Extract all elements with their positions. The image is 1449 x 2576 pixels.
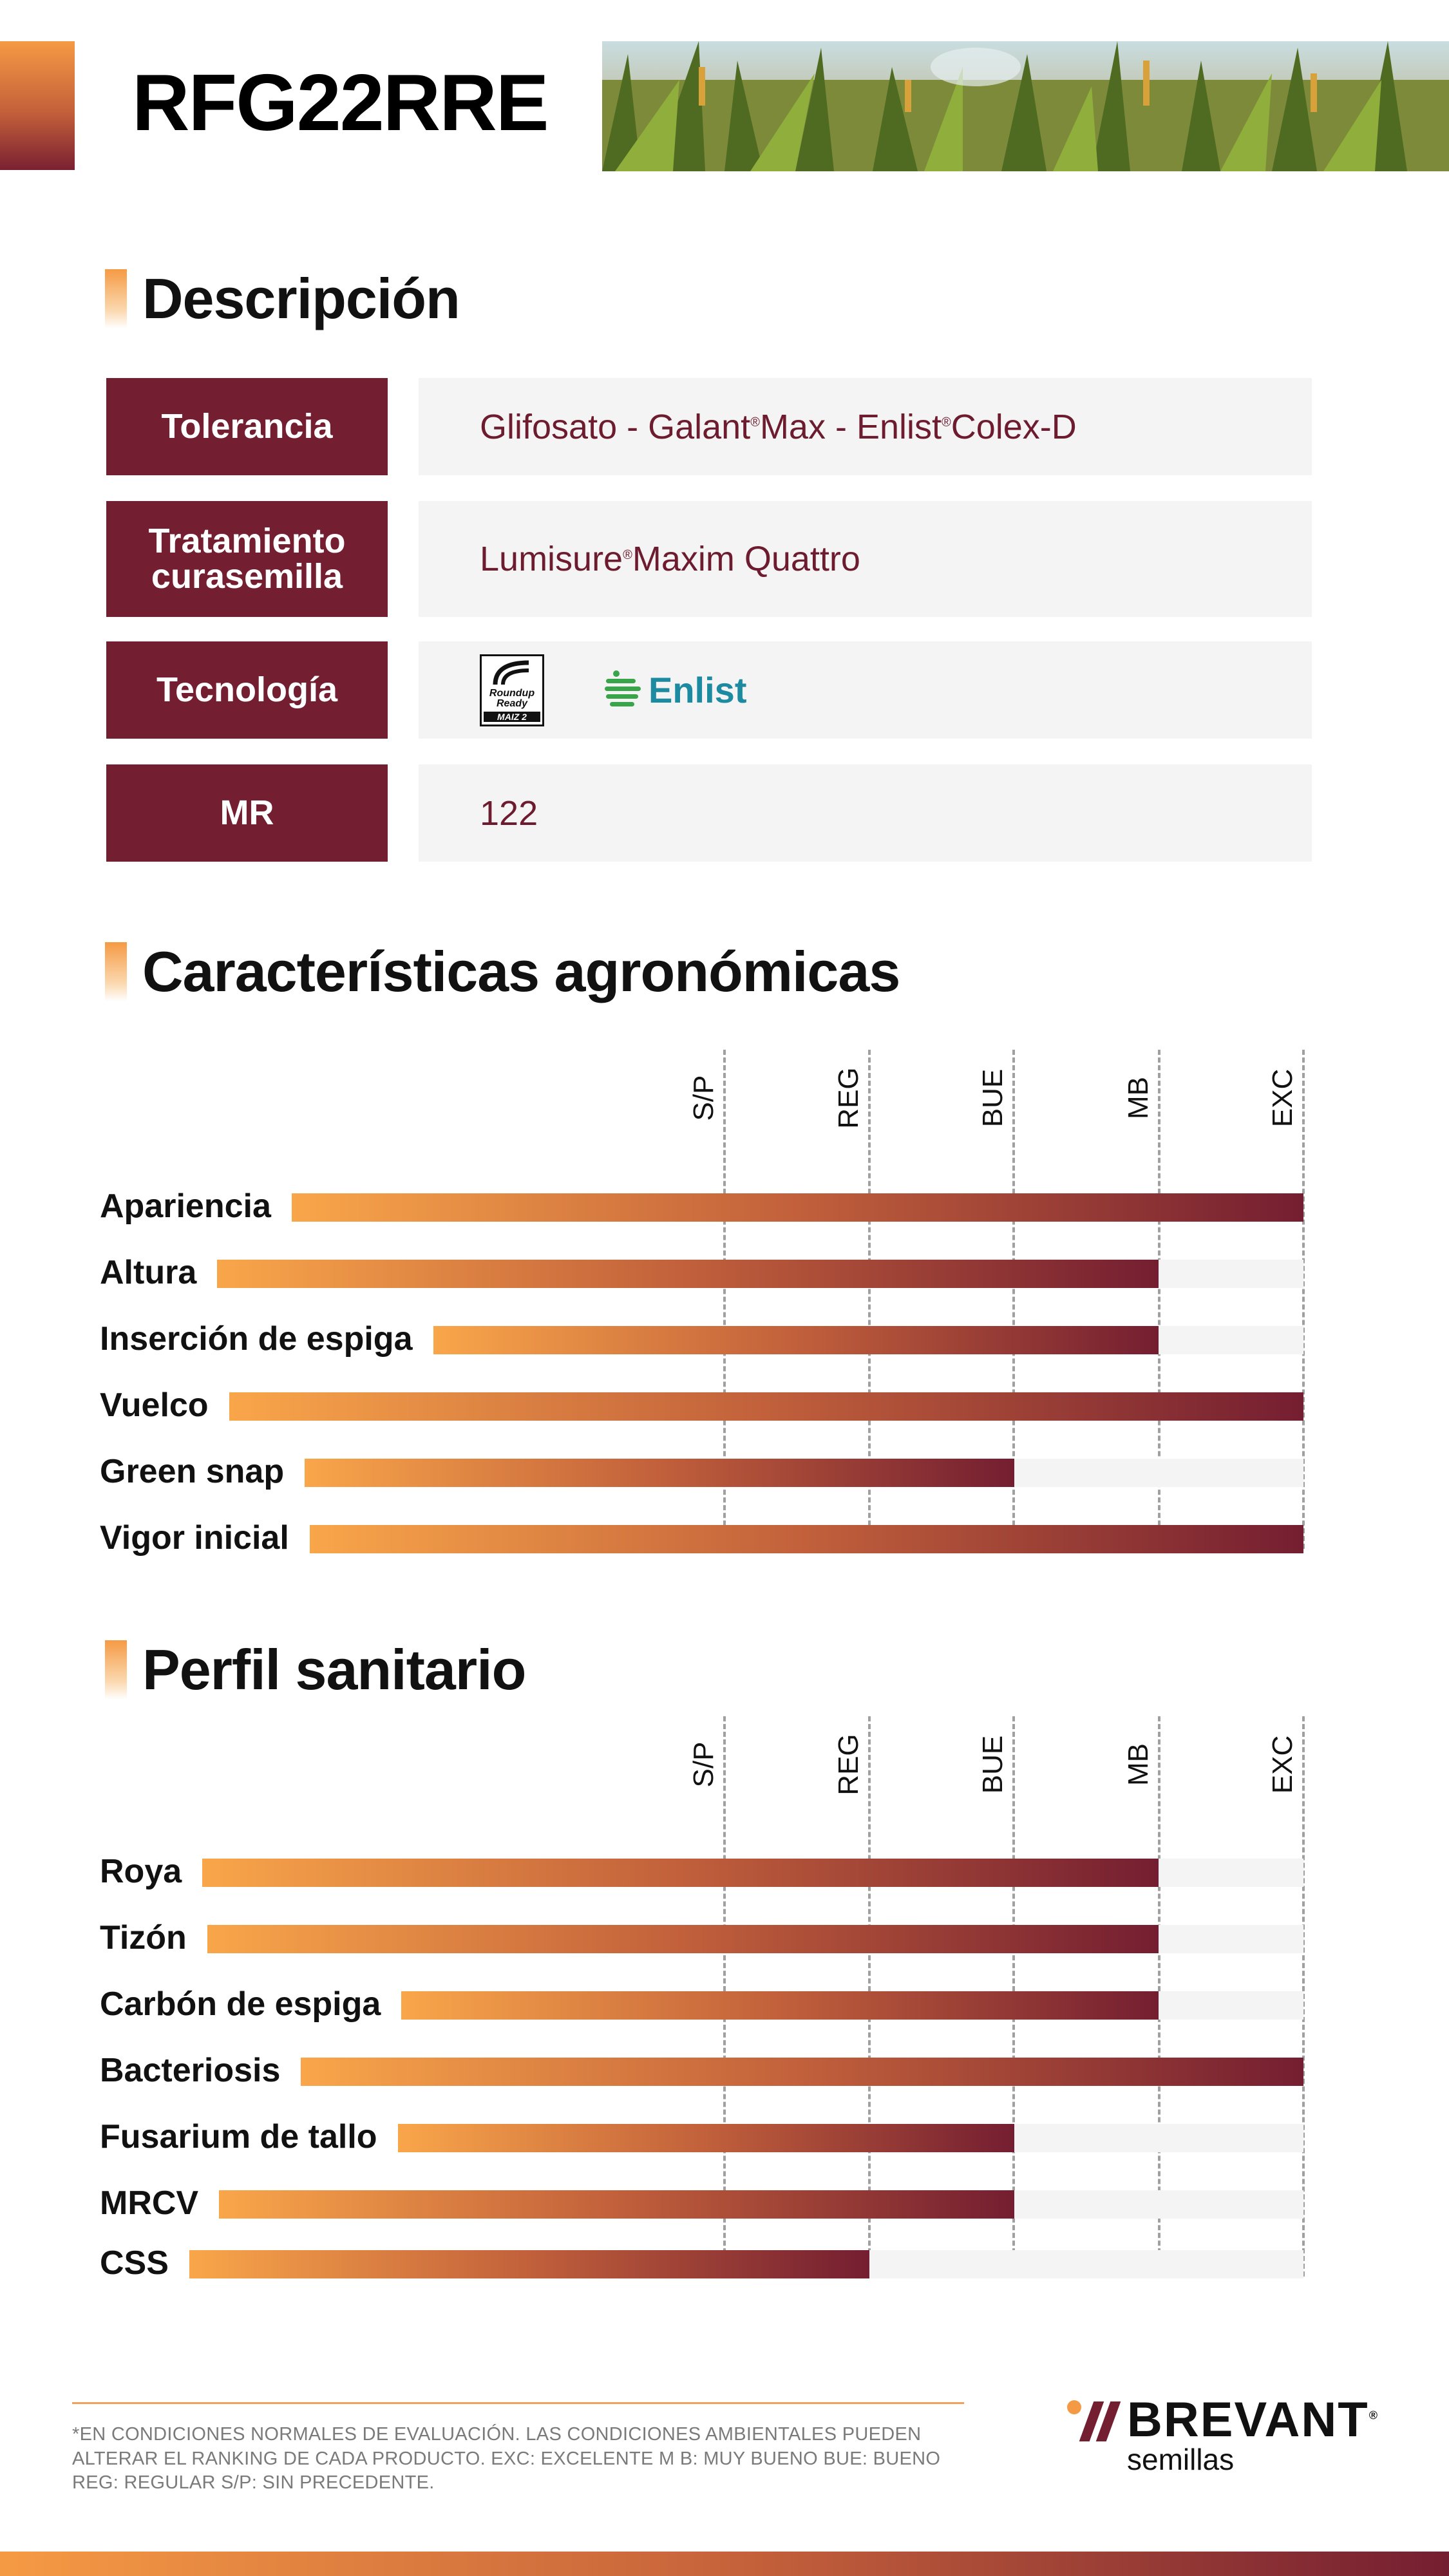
rating-bar	[305, 1459, 1014, 1487]
rating-bar	[217, 1260, 1159, 1288]
corn-field-photo	[602, 41, 1449, 171]
rr-sub: MAIZ 2	[484, 712, 540, 722]
scale-tick-label: EXC	[1267, 1068, 1298, 1128]
row-label: Fusarium de tallo	[100, 2118, 377, 2155]
desc-value	[419, 378, 1312, 475]
bottom-color-band	[0, 2552, 1449, 2576]
row-label: Inserción de espiga	[100, 1320, 413, 1358]
section-title: Descripción	[142, 267, 460, 330]
rating-bar	[310, 1525, 1303, 1553]
rating-bar	[401, 1991, 1159, 2020]
row-label: Green snap	[100, 1453, 285, 1490]
footer-divider	[72, 2402, 964, 2404]
desc-label: Tratamiento curasemilla	[106, 501, 388, 617]
value-text: Maxim Quattro	[632, 540, 860, 578]
brand-subtitle: semillas	[1127, 2443, 1235, 2476]
scale-tick-label: REG	[833, 1067, 864, 1129]
description-heading	[105, 269, 460, 328]
desc-row-mr	[106, 764, 1312, 862]
rating-bar	[189, 2250, 869, 2278]
sanitary-heading	[105, 1640, 526, 1700]
rr-text: Roundup Ready	[489, 687, 535, 709]
rating-bar	[207, 1925, 1159, 1953]
section-title: Características agronómicas	[142, 940, 900, 1003]
brevant-logo	[1066, 2392, 1379, 2477]
row-label: Roya	[100, 1853, 182, 1890]
row-label: Tizón	[100, 1919, 187, 1956]
rating-bar	[219, 2190, 1014, 2219]
rating-bar	[398, 2124, 1014, 2152]
section-accent-bar	[105, 942, 127, 1001]
scale-tick-label: BUE	[977, 1735, 1009, 1794]
row-label: CSS	[100, 2244, 169, 2282]
value-text: Colex-D	[951, 407, 1077, 446]
desc-value	[419, 641, 1312, 739]
desc-row-tratamiento	[106, 501, 1312, 617]
desc-row-tolerancia	[106, 378, 1312, 475]
scale-tick-label: EXC	[1267, 1735, 1298, 1794]
header-accent-block	[0, 41, 75, 170]
section-accent-bar	[105, 1640, 127, 1700]
enlist-text: Enlist	[649, 670, 747, 710]
scale-tick-label: S/P	[688, 1741, 719, 1788]
brand-name-text: BREVANT	[1127, 2392, 1369, 2447]
scale-tick-label: MB	[1122, 1077, 1154, 1119]
scale-tick-label: S/P	[688, 1075, 719, 1121]
technology-logos	[480, 654, 746, 726]
agronomic-heading	[105, 942, 900, 1001]
row-label: Altura	[100, 1254, 197, 1291]
desc-value	[419, 501, 1312, 617]
scale-tick-label: MB	[1122, 1743, 1154, 1786]
row-label: Vuelco	[100, 1387, 209, 1424]
row-label: Vigor inicial	[100, 1519, 289, 1557]
section-accent-bar	[105, 269, 127, 328]
scale-tick-label: BUE	[977, 1068, 1009, 1128]
brand-registered-mark: ®	[1368, 2409, 1379, 2422]
value-text: Max - Enlist	[759, 407, 942, 446]
roundup-ready-logo	[480, 654, 544, 726]
brand-name	[1127, 2392, 1379, 2447]
section-title: Perfil sanitario	[142, 1638, 526, 1701]
value-text: Lumisure	[480, 540, 623, 578]
brevant-mark-icon	[1066, 2396, 1127, 2445]
footnote: *EN CONDICIONES NORMALES DE EVALUACIÓN. LAS CONDICIONES AMBIENTALES PUEDEN ALTERAR EL RANKING DE CADA PRODUCTO. EXC: EXCELENTE M B: MUY BUENO BUE: BUENO REG: REGULAR S/P: SIN PRECEDENTE.	[72, 2424, 941, 2494]
leaf-stripes-icon	[603, 670, 645, 711]
scale-tick-label: REG	[833, 1734, 864, 1795]
row-label: Bacteriosis	[100, 2052, 281, 2089]
desc-value: 122	[419, 764, 1312, 862]
product-title: RFG22RRE	[132, 59, 548, 147]
row-label: Carbón de espiga	[100, 1985, 381, 2023]
rating-bar	[202, 1859, 1159, 1887]
registered-mark: ®	[942, 415, 951, 430]
rating-bar	[301, 2058, 1303, 2086]
desc-row-tecnologia	[106, 641, 1312, 739]
enlist-logo	[603, 669, 746, 711]
rating-bar	[229, 1392, 1303, 1421]
roundup-arc-icon	[493, 660, 531, 686]
row-label: MRCV	[100, 2184, 199, 2222]
registered-mark: ®	[750, 415, 760, 430]
value-text: Glifosato - Galant	[480, 407, 751, 446]
desc-label: Tolerancia	[106, 378, 388, 475]
rating-bar	[292, 1193, 1303, 1222]
rating-bar	[433, 1326, 1159, 1354]
row-label: Apariencia	[100, 1188, 271, 1225]
desc-label: Tecnología	[106, 641, 388, 739]
registered-mark: ®	[623, 547, 632, 562]
desc-label: MR	[106, 764, 388, 862]
